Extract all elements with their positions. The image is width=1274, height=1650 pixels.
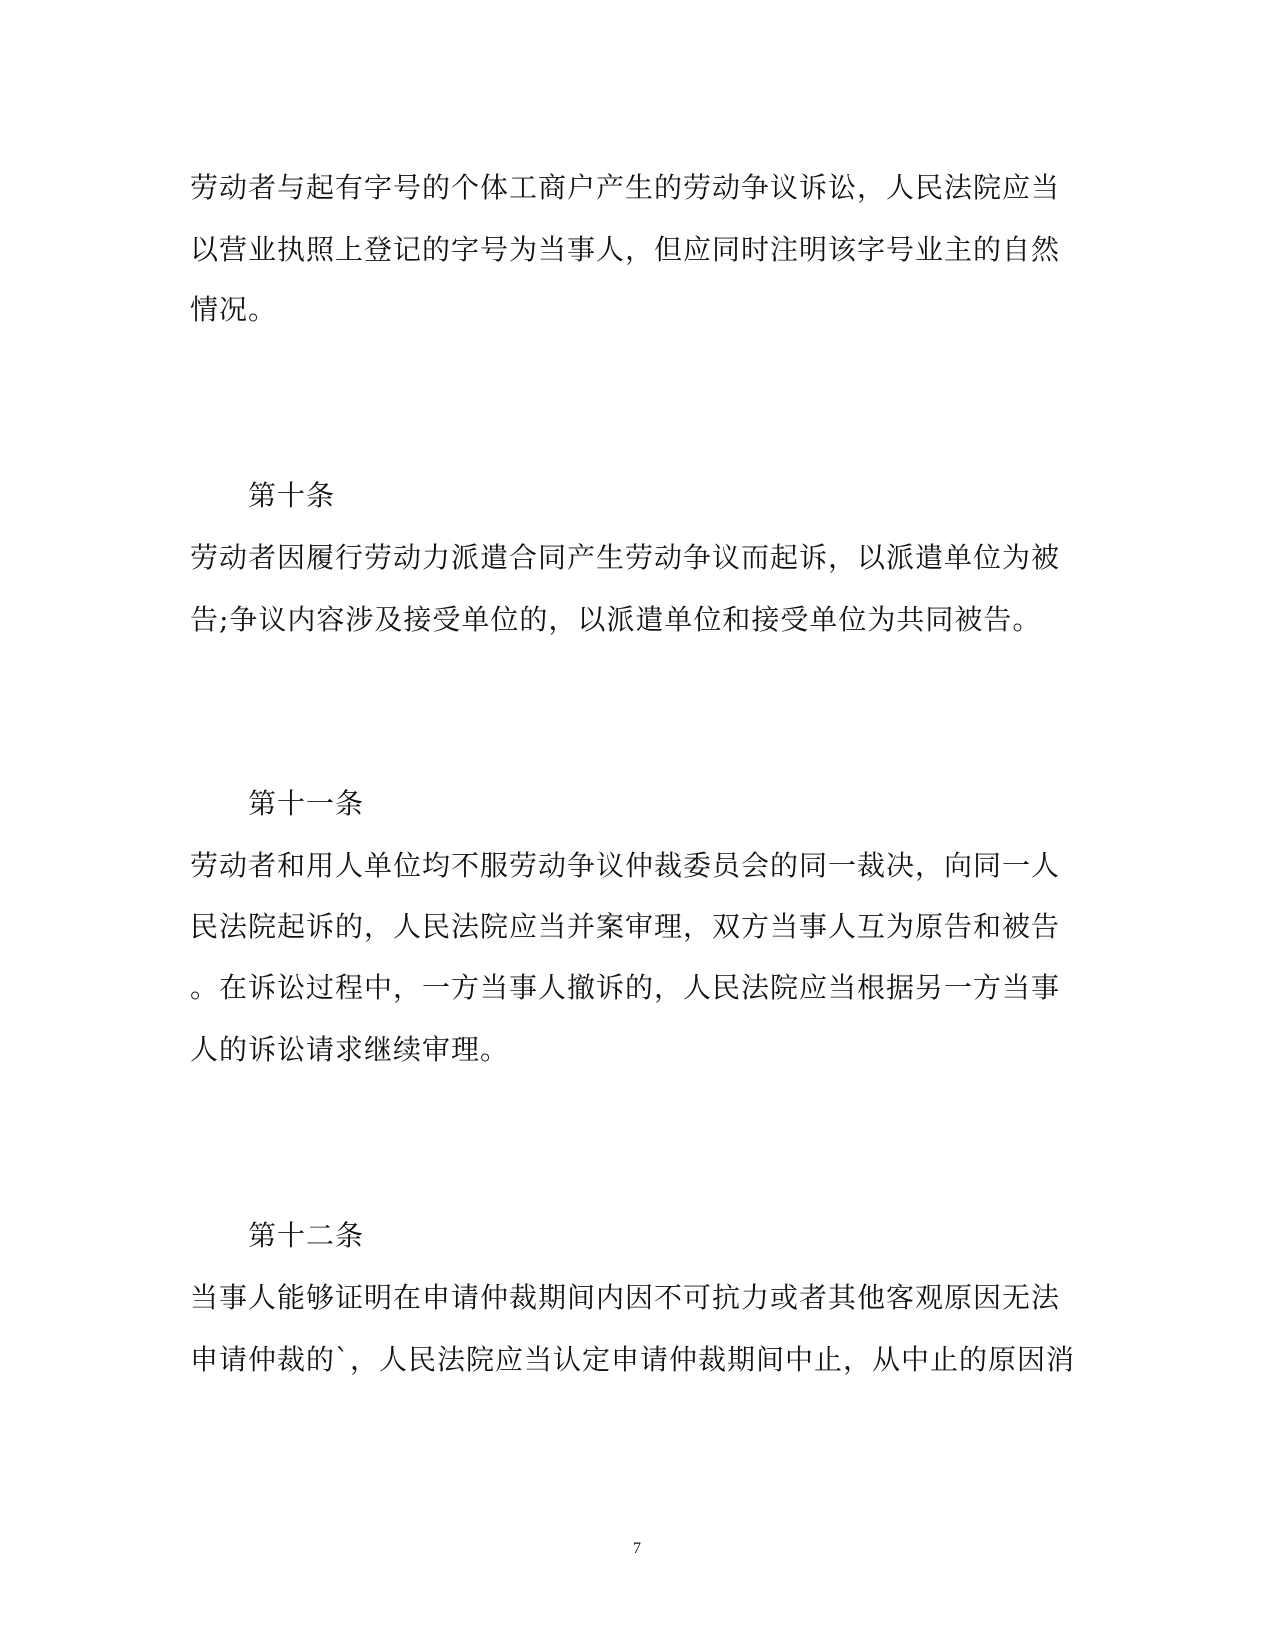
paragraph-line: 人的诉讼请求继续审理。: [190, 1033, 510, 1066]
page-number: 7: [633, 1540, 641, 1557]
paragraph-line: 以营业执照上登记的字号为当事人，但应同时注明该字号业主的自然: [190, 233, 1061, 266]
paragraph-line: 申请仲裁的`，人民法院应当认定申请仲裁期间中止，从中止的原因消: [190, 1343, 1076, 1376]
paragraph-line: 当事人能够证明在申请仲裁期间内因不可抗力或者其他客观原因无法: [190, 1281, 1061, 1314]
article-heading: 第十二条: [248, 1219, 365, 1252]
paragraph-line: 劳动者因履行劳动力派遣合同产生劳动争议而起诉，以派遣单位为被: [190, 541, 1061, 574]
paragraph-line: 情况。: [190, 293, 278, 326]
paragraph-line: 告;争议内容涉及接受单位的，以派遣单位和接受单位为共同被告。: [190, 603, 1042, 636]
paragraph-line: 劳动者和用人单位均不服劳动争议仲裁委员会的同一裁决，向同一人: [190, 849, 1061, 882]
article-heading: 第十一条: [248, 787, 365, 820]
paragraph-line: 民法院起诉的，人民法院应当并案审理，双方当事人互为原告和被告: [190, 910, 1061, 943]
paragraph-line: 。在诉讼过程中，一方当事人撤诉的，人民法院应当根据另一方当事: [190, 971, 1061, 1004]
paragraph-line: 劳动者与起有字号的个体工商户产生的劳动争议诉讼，人民法院应当: [190, 171, 1061, 204]
article-heading: 第十条: [248, 479, 336, 512]
